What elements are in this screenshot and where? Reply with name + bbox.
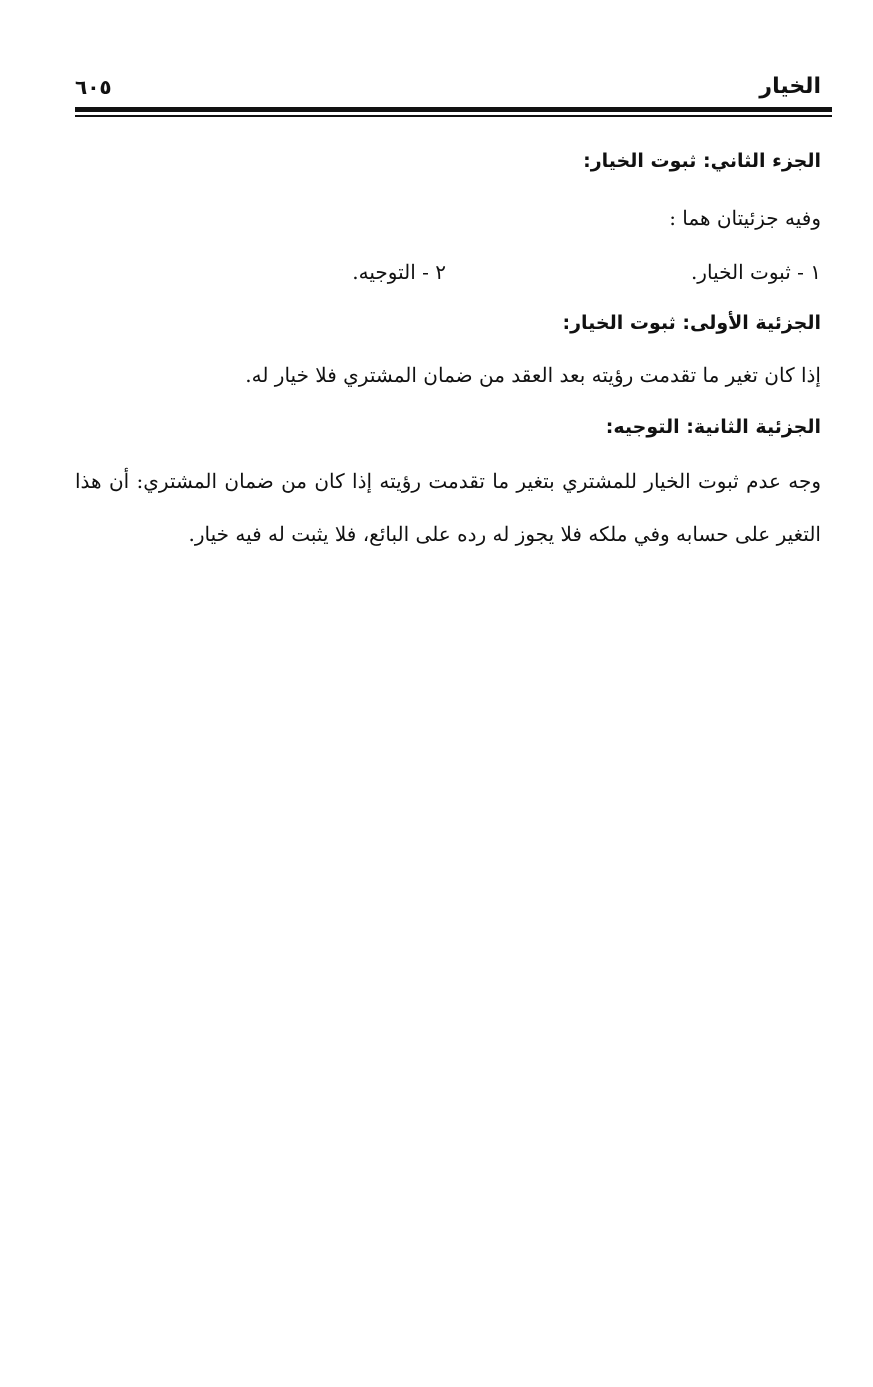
list-item: ١ - ثبوت الخيار.	[690, 260, 821, 284]
page-body	[75, 0, 821, 1387]
list-item: ٢ - التوجيه.	[352, 260, 446, 284]
page-number: ٦٠٥	[75, 75, 112, 99]
subsection-heading-first: الجزئية الأولى: ثبوت الخيار:	[562, 312, 821, 334]
running-title: الخيار	[759, 74, 821, 99]
items-row	[75, 257, 821, 287]
subsection-heading-second: الجزئية الثانية: التوجيه:	[605, 416, 821, 438]
intro-line: وفيه جزئيتان هما :	[669, 206, 821, 230]
justification-paragraph: وجه عدم ثبوت الخيار للمشتري بتغير ما تقدمت رؤيته إذا كان من ضمان المشتري: أن هذا التغير على حسابه وفي ملكه فلا يجوز له رده على البائع، فلا يثبت له فيه خيار.	[75, 469, 821, 546]
ruling-paragraph: إذا كان تغير ما تقدمت رؤيته بعد العقد من ضمان المشتري فلا خيار له.	[245, 363, 821, 387]
section-heading-part-two: الجزء الثاني: ثبوت الخيار:	[583, 150, 821, 172]
